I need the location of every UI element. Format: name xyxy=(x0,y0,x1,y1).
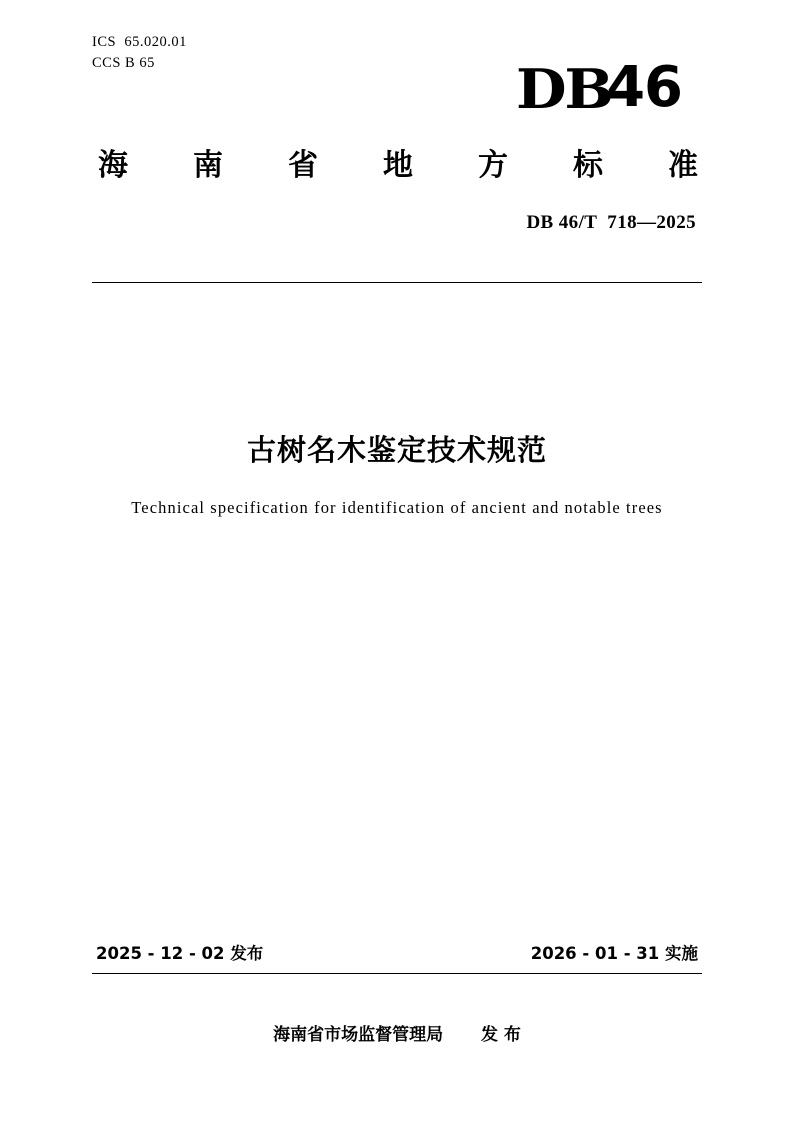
title-char-3: 地 xyxy=(383,148,413,183)
publisher-line xyxy=(92,1020,702,1045)
publisher-action: 发 布 xyxy=(480,1025,521,1045)
title-char-5: 标 xyxy=(573,148,603,183)
title-char-1: 南 xyxy=(193,148,223,183)
title-char-0: 海 xyxy=(98,148,128,183)
document-title-chinese: 古树名木鉴定技术规范 xyxy=(246,433,547,467)
db46-logo xyxy=(515,55,682,121)
document-title-english: Technical specification for identification of ancient and notable trees xyxy=(131,498,663,517)
standard-type-title xyxy=(92,140,702,184)
publisher-name: 海南省市场监督管理局 xyxy=(273,1025,444,1045)
dates-row xyxy=(92,940,702,964)
title-char-6: 准 xyxy=(668,148,698,183)
footer-divider xyxy=(92,973,702,974)
effective-date: 2026 - 01 - 31 实施 xyxy=(530,944,698,963)
header-divider xyxy=(92,282,702,283)
issue-date: 2025 - 12 - 02 发布 xyxy=(96,944,264,963)
classification-codes xyxy=(92,32,187,74)
page-content xyxy=(92,0,702,1123)
title-char-4: 方 xyxy=(478,148,508,183)
title-char-2: 省 xyxy=(288,148,318,183)
standard-number: DB 46/T 718—2025 xyxy=(526,212,696,233)
ccs-code: CCS B 65 xyxy=(92,55,155,71)
ics-code: ICS 65.020.01 xyxy=(92,34,187,50)
db46-logo-number-text: 46 xyxy=(606,55,682,120)
db46-logo-db-text: DB xyxy=(515,57,612,121)
